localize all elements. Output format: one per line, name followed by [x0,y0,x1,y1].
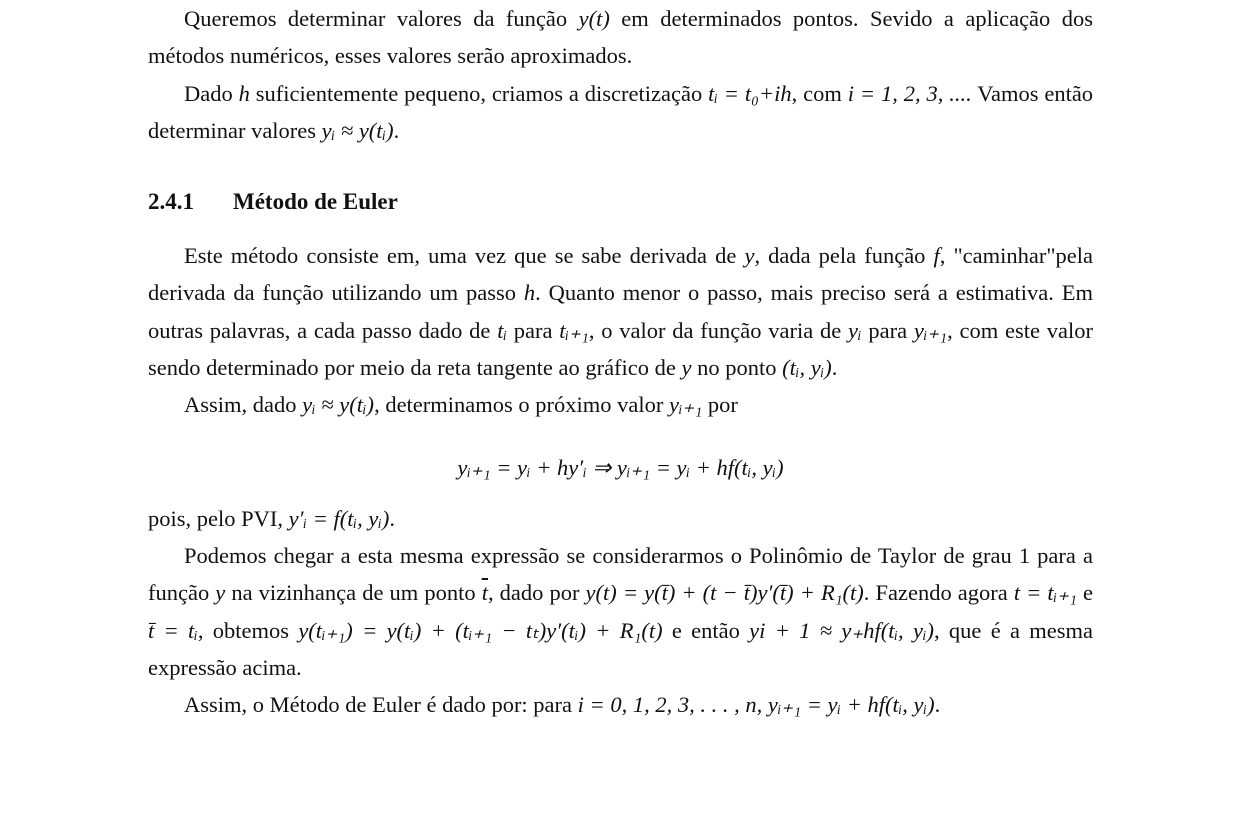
text: , que é a mesma expressão acima. [148,617,1093,680]
paragraph-intro-2 [148,75,1093,150]
paragraph-next-value [148,386,1093,423]
text: Assim, o Método de Euler é dado por: para [184,692,573,718]
math-substitution-t: t = tᵢ₊₁ [1013,580,1077,606]
text: Este método consiste em, uma vez que se sabe derivada de [184,243,737,269]
math-taylor-polynomial: y(t) = y(t̄) + (t − t̄)y′(t̄) + R₁(t) [585,580,864,606]
math-t-i: tᵢ [497,317,508,343]
display-equation [148,448,1093,488]
paragraph-pvi [148,500,1093,537]
text: . Quanto menor o passo, mais preciso será a estimativa. Em outras palavras, a cada passo dado de [148,280,1093,343]
math-approximation: yᵢ ≈ y(tᵢ) [302,392,375,418]
text: , com este valor sendo determinado por meio da reta tangente ao gráfico de [148,317,1094,381]
math-t-bar: $\overline{t}$ [481,580,488,606]
text: Vamos então determinar valores [148,80,1094,143]
math-point: (tᵢ, yᵢ) [782,355,832,381]
math-y: y [681,355,692,381]
math-y-i-plus-1: yᵢ₊₁ [669,392,703,418]
math-y-i: yᵢ [848,317,862,343]
math-euler-formula: yᵢ₊₁ = yᵢ + hf(tᵢ, yᵢ) [767,692,935,718]
text: por [707,392,738,418]
document-page [148,0,1093,723]
math-y-i-plus-1: yᵢ₊₁ [913,317,948,343]
math-y: y [215,580,226,606]
section-heading [148,183,1093,221]
text: para [868,317,908,343]
text: suficientemente pequeno, criamos a discretização [255,80,703,106]
math-t-i-plus-1: tᵢ₊₁ [559,317,589,343]
text: , dada pela função [754,243,926,269]
text: no ponto [697,355,777,381]
math-index-range: i = 1, 2, 3, .... [847,80,972,106]
math-y: y [744,243,755,269]
text: e [1083,580,1093,606]
text: . Fazendo agora [863,580,1008,606]
paragraph-euler-description [148,237,1093,386]
math-euler-approx: yi + 1 ≈ y₊hf(tᵢ, yᵢ) [749,617,934,643]
text: . [393,117,400,143]
text: na vizinhança de um ponto [231,580,476,606]
text: , determinamos o próximo valor [374,392,664,418]
text: para [513,317,553,343]
paragraph-euler-method [148,686,1093,723]
paragraph-taylor [148,537,1093,686]
math-h: h [238,80,250,106]
text: , o valor da função varia de [588,317,842,343]
paragraph-intro-1 [148,0,1093,75]
text: , obtemos [197,617,290,643]
euler-equation: yᵢ₊₁ = yᵢ + hy′ᵢ ⇒ yᵢ₊₁ = yᵢ + hf(tᵢ, yᵢ) [457,454,784,480]
math-f: f [933,243,940,269]
math-approximation: yᵢ ≈ y(tᵢ) [321,117,394,143]
text: Assim, dado [184,392,297,418]
math-discretization: tᵢ = t₀+ih [708,80,792,106]
text: , com [791,80,842,106]
text: e então [671,617,740,643]
text: Podemos chegar a esta mesma expressão se considerarmos o Polinômio de Taylor de grau 1 para a função [148,542,1093,606]
section-title: Método de Euler [233,189,398,215]
math-derivative: y′ᵢ = f(tᵢ, yᵢ) [288,505,390,531]
text: Queremos determinar valores da função [184,6,568,31]
section-number: 2.4.1 [148,189,194,215]
text: . [389,505,395,531]
text: Dado [184,80,233,106]
text: pois, pelo PVI, [148,505,283,531]
text: , dado por [487,580,580,606]
text: . [934,692,941,718]
text: em determinados pontos. Sevido a aplicação dos métodos numéricos, esses valores serão aproximados. [148,6,1094,69]
math-y-of-t: y(t) [578,6,610,31]
math-h: h [523,280,536,306]
text: . [831,355,838,381]
math-index-range: i = 0, 1, 2, 3, . . . , n, [577,692,763,718]
math-taylor-substituted: y(tᵢ₊₁) = y(tᵢ) + (tᵢ₊₁ − tₜ)y′(tᵢ) + R₁(t) [298,617,663,643]
text: , "caminhar"pela derivada da função utilizando um passo [148,243,1094,306]
math-substitution-t-bar: t̄ = tᵢ [148,617,198,643]
